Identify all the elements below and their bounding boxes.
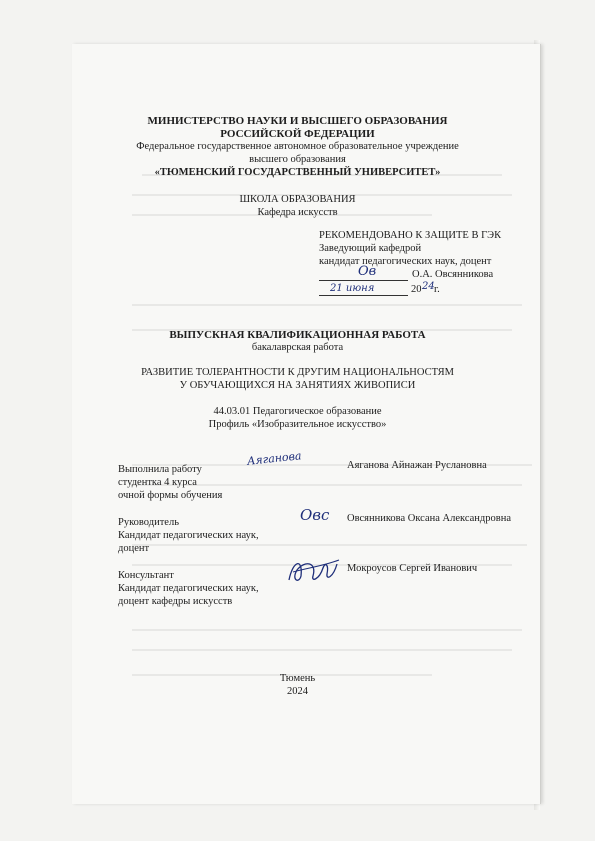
city: Тюмень	[279, 673, 316, 684]
approval-year-prefix: 20	[411, 284, 422, 295]
author-label-line3: очной формы обучения	[118, 490, 223, 501]
ministry-heading-line1: МИНИСТЕРСТВО НАУКИ И ВЫСШЕГО ОБРАЗОВАНИЯ	[147, 115, 448, 127]
year: 2024	[287, 686, 308, 697]
approval-year-suffix: г.	[434, 284, 440, 295]
work-title-line1: РАЗВИТИЕ ТОЛЕРАНТНОСТИ К ДРУГИМ НАЦИОНАЛЬНОСТЯМ	[141, 367, 454, 378]
institution-line2: высшего образования	[249, 154, 346, 165]
supervisor-signature: Овс	[300, 506, 330, 524]
author-label-line2: студентка 4 курса	[118, 477, 197, 488]
approval-date-handwritten: 21 июня	[330, 283, 375, 294]
program-profile: Профиль «Изобразительное искусство»	[208, 419, 387, 430]
school-name: ШКОЛА ОБРАЗОВАНИЯ	[239, 194, 356, 205]
approval-position-line2: кандидат педагогических наук, доцент	[319, 256, 492, 267]
work-level: бакалаврская работа	[251, 342, 344, 353]
program-code: 44.03.01 Педагогическое образование	[213, 406, 382, 417]
approval-date-line	[319, 295, 408, 296]
author-name: Аяганова Айнажан Руслановна	[347, 460, 487, 471]
institution-line1: Федеральное государственное автономное образовательное учреждение	[136, 141, 459, 152]
approval-head-name: О.А. Овсянникова	[412, 269, 494, 280]
approval-signature-line	[319, 280, 408, 281]
supervisor-label-line1: Руководитель	[118, 517, 179, 528]
approval-year-handwritten: 24	[422, 281, 435, 292]
consultant-label-line1: Консультант	[118, 570, 174, 581]
supervisor-label-line3: доцент	[118, 543, 150, 554]
university-name: «ТЮМЕНСКИЙ ГОСУДАРСТВЕННЫЙ УНИВЕРСИТЕТ»	[154, 167, 441, 178]
work-title-line2: У ОБУЧАЮЩИХСЯ НА ЗАНЯТИЯХ ЖИВОПИСИ	[179, 380, 416, 391]
approval-position-line1: Заведующий кафедрой	[319, 243, 422, 254]
approval-heading: РЕКОМЕНДОВАНО К ЗАЩИТЕ В ГЭК	[319, 230, 502, 241]
supervisor-label-line2: Кандидат педагогических наук,	[118, 530, 259, 541]
ministry-heading-line2: РОССИЙСКОЙ ФЕДЕРАЦИИ	[220, 128, 375, 140]
author-signature: Аяганова	[246, 449, 303, 468]
consultant-label-line2: Кандидат педагогических наук,	[118, 583, 259, 594]
author-label-line1: Выполнила работу	[118, 464, 202, 475]
consultant-label-line3: доцент кафедры искусств	[118, 596, 233, 607]
work-type: ВЫПУСКНАЯ КВАЛИФИКАЦИОННАЯ РАБОТА	[169, 329, 426, 341]
approval-signature: Ов	[358, 264, 377, 279]
consultant-name: Мокроусов Сергей Иванович	[347, 563, 478, 574]
department-name: Кафедра искусств	[257, 207, 338, 218]
supervisor-name: Овсянникова Оксана Александровна	[347, 513, 511, 524]
consultant-signature	[283, 550, 343, 590]
